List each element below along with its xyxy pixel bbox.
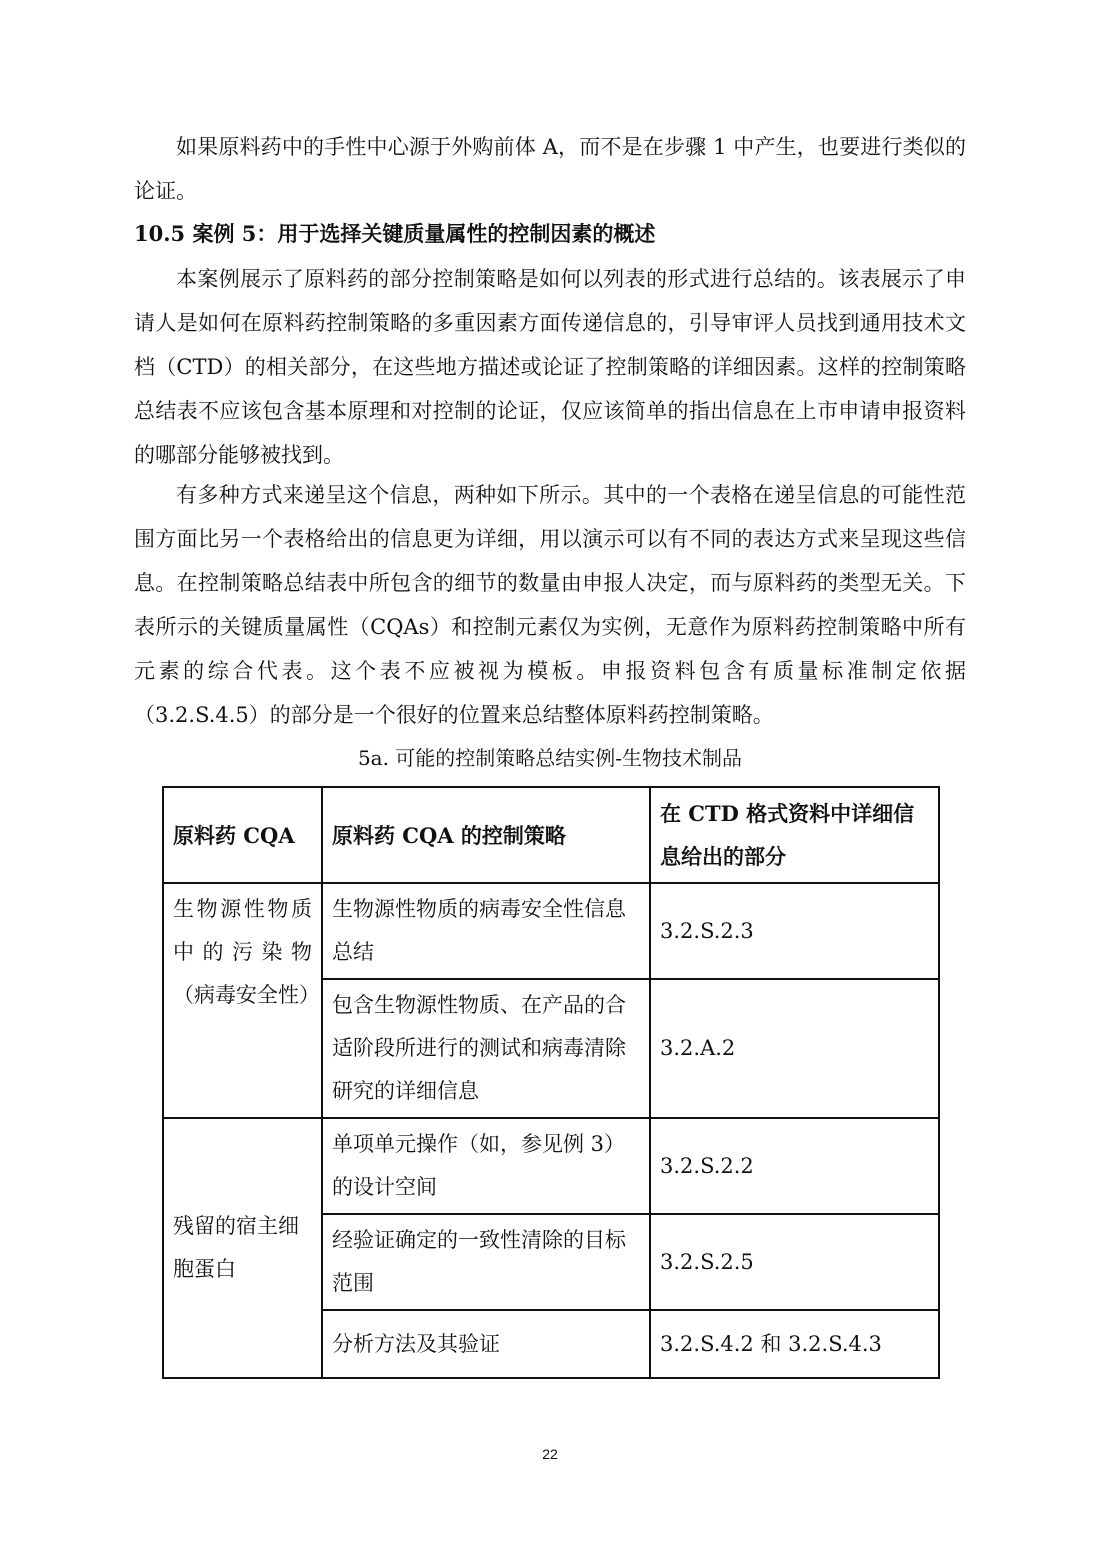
strategy-cell: 分析方法及其验证 (322, 1310, 650, 1378)
strategy-cell: 生物源性物质的病毒安全性信息总结 (322, 883, 650, 979)
paragraph-presentation-methods: 有多种方式来递呈这个信息，两种如下所示。其中的一个表格在递呈信息的可能性范围方面比另一个表格给出的信息更为详细，用以演示可以有不同的表达方式来呈现这些信息。在控制策略总结表中所包含的细节的数量由申报人决定，而与原料药的类型无关。下表所示的关键质量属性（CQAs）和控制元素仅为实例，无意作为原料药控制策略中所有元素的综合代表。这个表不应被视为模板。申报资料包含有质量标准制定依据（3.2.S.4.5）的部分是一个很好的位置来总结整体原料药控制策略。 (134, 483, 966, 727)
page-number: 22 (542, 1446, 558, 1462)
table-header-row (163, 787, 939, 883)
header-cqa: 原料药 CQA (163, 787, 322, 883)
paragraph-chiral-center: 如果原料药中的手性中心源于外购前体 A，而不是在步骤 1 中产生，也要进行类似的论证。 (134, 135, 966, 203)
section-cell: 3.2.S.2.5 (650, 1214, 939, 1310)
control-strategy-table (162, 786, 940, 1379)
paragraph-case-description: 本案例展示了原料药的部分控制策略是如何以列表的形式进行总结的。该表展示了申请人是如何在原料药控制策略的多重因素方面传递信息的，引导审评人员找到通用技术文档（CTD）的相关部分，在这些地方描述或论证了控制策略的详细因素。这样的控制策略总结表不应该包含基本原理和对控制的论证，仅应该简单的指出信息在上市申请申报资料的哪部分能够被找到。 (134, 267, 966, 467)
cqa-cell: 残留的宿主细胞蛋白 (163, 1118, 322, 1378)
section-cell: 3.2.A.2 (650, 979, 939, 1118)
section-cell: 3.2.S.2.2 (650, 1118, 939, 1214)
table-row (163, 1118, 939, 1214)
section-cell: 3.2.S.4.2 和 3.2.S.4.3 (650, 1310, 939, 1378)
header-ctd-section: 在 CTD 格式资料中详细信息给出的部分 (650, 787, 939, 883)
cqa-cell: 生物源性物质中的污染物（病毒安全性） (163, 883, 322, 1118)
strategy-cell: 包含生物源性物质、在产品的合适阶段所进行的测试和病毒清除研究的详细信息 (322, 979, 650, 1118)
strategy-cell: 单项单元操作（如，参见例 3）的设计空间 (322, 1118, 650, 1214)
header-strategy: 原料药 CQA 的控制策略 (322, 787, 650, 883)
section-cell: 3.2.S.2.3 (650, 883, 939, 979)
section-heading: 10.5 案例 5：用于选择关键质量属性的控制因素的概述 (134, 221, 656, 246)
table-caption: 5a. 可能的控制策略总结实例-生物技术制品 (357, 746, 743, 770)
strategy-cell: 经验证确定的一致性清除的目标范围 (322, 1214, 650, 1310)
table-row (163, 883, 939, 979)
